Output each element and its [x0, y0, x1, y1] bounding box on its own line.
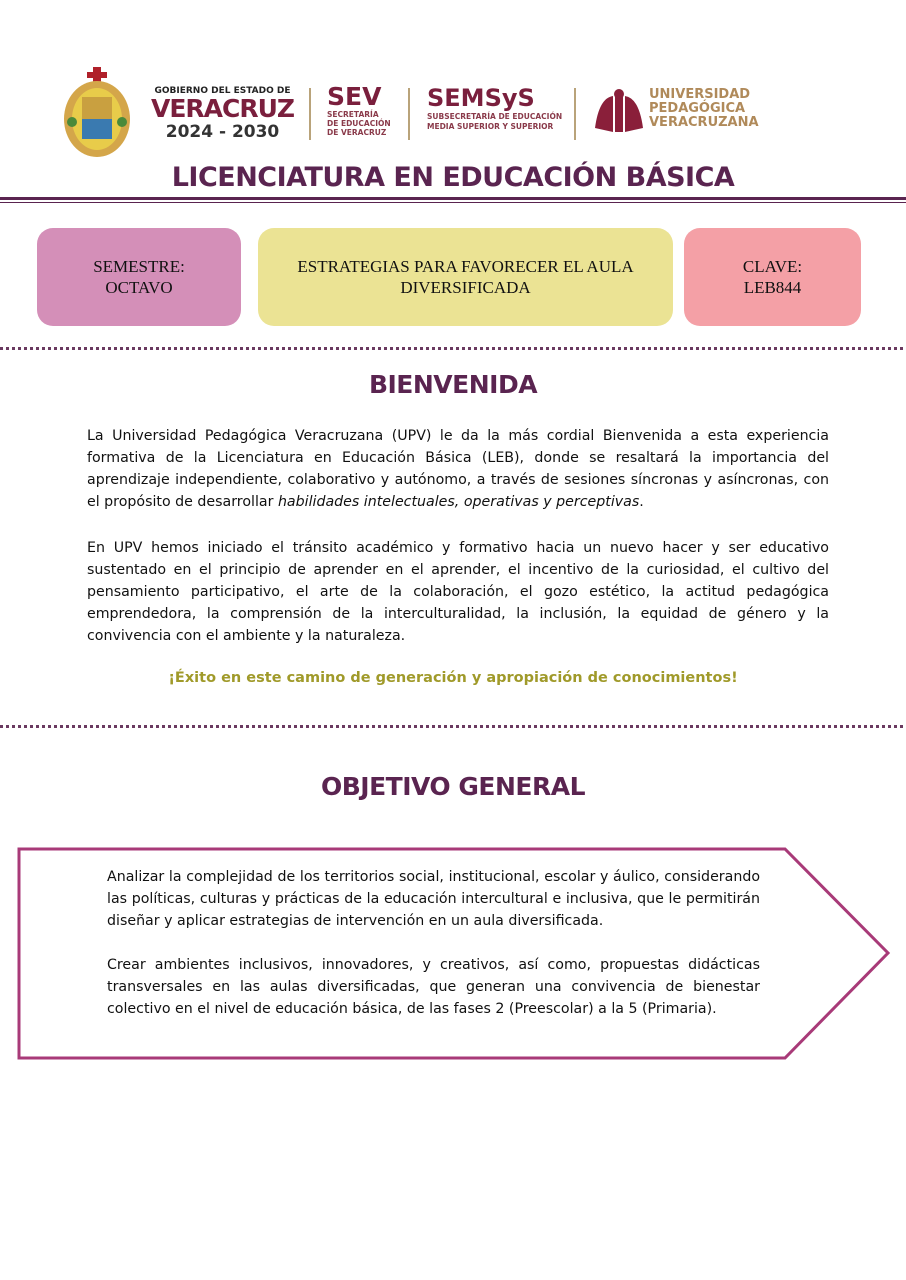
welcome-paragraph-2: En UPV hemos iniciado el tránsito académico y formativo hacia un nuevo hacer y ser educativo sustentado en el principio de aprender en el aprender, el incentivo de la curiosidad, el cultivo del pensamiento participativo, el arte de la colaboración, el gozo estético, la actitud pedagógica emprendedora, la comprensión de la interculturalidad, la inclusión, la equidad de género y la convivencia con el ambiente y la naturaleza. [87, 540, 829, 644]
program-title: LICENCIATURA EN EDUCACIÓN BÁSICA [171, 162, 735, 193]
course-code-box: CLAVE: LEB844 [684, 228, 861, 326]
objective-paragraph-1: Analizar la complejidad de los territorios social, institucional, escolar y áulico, considerando las políticas, culturas y prácticas de la educación intercultural e inclusiva, que le permitirán diseñar y aplicar estrategias de intervención en un aula diversificada. [107, 869, 760, 929]
success-message: ¡Éxito en este camino de generación y apropiación de conocimientos! [168, 670, 738, 686]
objective-heading: OBJETIVO GENERAL [320, 772, 586, 801]
gobierno-veracruz-logo: GOBIERNO DEL ESTADO DE VERACRUZ 2024 - 2030 [150, 86, 295, 142]
semsys-logo: SEMSyS SUBSECRETARÍA DE EDUCACIÓN MEDIA SUPERIOR Y SUPERIOR [427, 84, 563, 131]
course-name-box: ESTRATEGIAS PARA FAVORECER EL AULA DIVERSIFICADA [258, 228, 673, 326]
sev-logo: SEV SECRETARÍA DE EDUCACIÓN DE VERACRUZ [327, 82, 391, 137]
upv-logo-text: UNIVERSIDAD PEDAGÓGICA VERACRUZANA [649, 87, 759, 130]
objective-paragraph-2: Crear ambientes inclusivos, innovadores, y creativos, así como, propuestas didácticas transversales en las aulas diversificadas, que generan una convivencia de bienestar colectivo en el nivel de educación básica, de las fases 2 (Preescolar) a la 5 (Primaria). [107, 957, 760, 1017]
semester-box: SEMESTRE: OCTAVO [37, 228, 241, 326]
welcome-heading: BIENVENIDA [368, 370, 538, 399]
welcome-paragraph-1: La Universidad Pedagógica Veracruzana (UPV) le da la más cordial Bienvenida a esta experiencia formativa de la Licenciatura en Educación Básica (LEB), donde se resaltará la importancia del aprendizaje independiente, colaborativo y autónomo, a través de sesiones síncronas y asíncronas, con el propósito de desarrollar habilidades intelectuales, operativas y perceptivas. [87, 428, 829, 510]
